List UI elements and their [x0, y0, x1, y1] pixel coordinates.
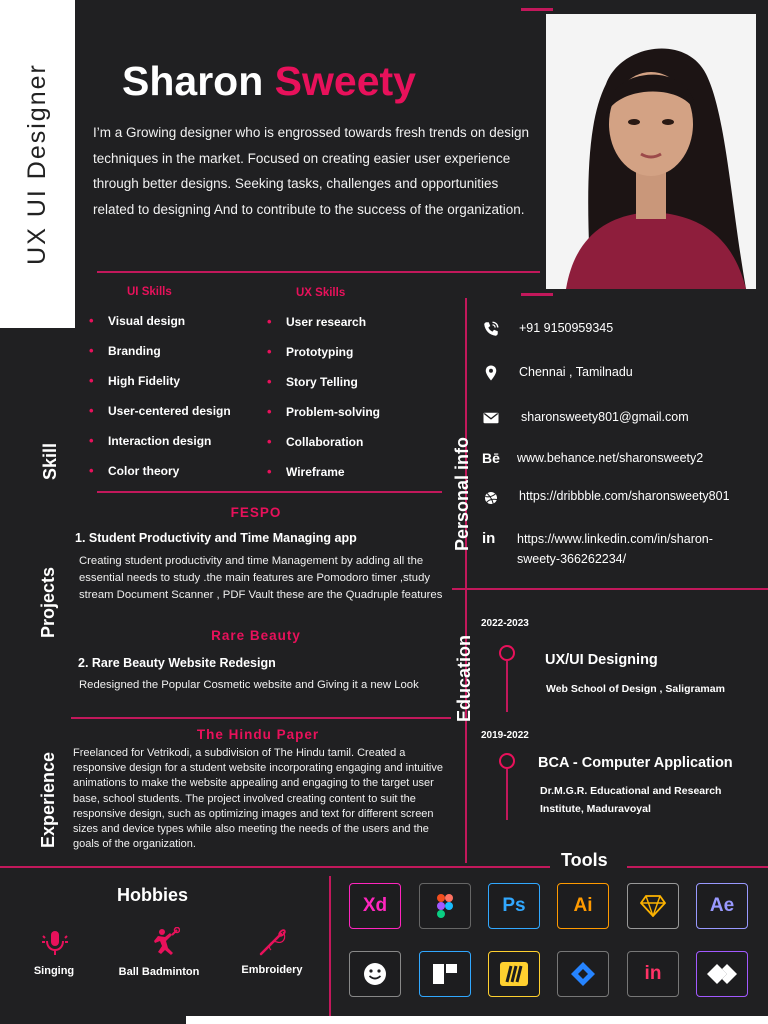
- education-degree: UX/UI Designing: [545, 652, 658, 668]
- miro-icon: [488, 951, 540, 997]
- timeline-dot: [499, 645, 515, 661]
- project-title: 1. Student Productivity and Time Managing app: [75, 531, 357, 545]
- adobe-xd-icon: Xd: [349, 883, 401, 929]
- list-item: • Prototyping: [267, 344, 354, 359]
- education-degree: BCA - Computer Application: [538, 755, 733, 771]
- jira-icon: [557, 951, 609, 997]
- section-label-personal-info: Personal info: [452, 436, 472, 551]
- list-item: • Branding: [89, 343, 161, 358]
- email-text: sharonsweety801@gmail.com: [521, 410, 689, 424]
- hobbies-heading: Hobbies: [117, 885, 189, 905]
- after-effects-icon: Ae: [696, 883, 748, 929]
- phone-number: +91 9150959345: [519, 321, 614, 335]
- divider: [0, 866, 550, 868]
- divider: [452, 588, 768, 590]
- badminton-player-icon: [148, 927, 180, 959]
- education-school: Web School of Design , Saligramam: [546, 683, 725, 695]
- timeline-dot: [499, 753, 515, 769]
- section-label-education: Education: [454, 634, 474, 722]
- divider: [521, 8, 553, 11]
- photoshop-icon: Ps: [488, 883, 540, 929]
- divider: [329, 876, 331, 1016]
- ux-skills-list: [267, 314, 381, 495]
- divider: [465, 298, 467, 863]
- section-label-skill: Skill: [40, 442, 60, 480]
- last-name: Sweety: [274, 58, 416, 104]
- list-item: • Story Telling: [267, 374, 358, 389]
- location-icon: [482, 364, 500, 382]
- smiley-icon: [349, 951, 401, 997]
- list-item: • Wireframe: [267, 464, 345, 479]
- experience-company: The Hindu Paper: [196, 727, 320, 742]
- profile-summary: I’m a Growing designer who is engrossed towards fresh trends on design techniques in the market. Focused on creating easier user experience through better designs. Seeking tasks, challenges and opportunities related to designing And to contribute to the success of the organization.: [93, 125, 529, 217]
- dribbble-link[interactable]: https://dribbble.com/sharonsweety801: [519, 489, 730, 503]
- tools-heading: Tools: [561, 850, 608, 870]
- divider: [71, 717, 451, 719]
- divider: [627, 866, 768, 868]
- dribbble-icon: [482, 489, 500, 507]
- phone-icon: [482, 320, 500, 338]
- ui-skills-heading: UI Skills: [127, 286, 172, 298]
- behance-icon: Bē: [482, 450, 500, 466]
- role-title: UX UI Designer: [23, 63, 51, 265]
- illustrator-icon: Ai: [557, 883, 609, 929]
- project-description: Creating student productivity and time Management by adding all the essential needs to study .the main features are Pomodoro timer ,study stream Document Scanner , PDF Vault these are the Quadruple features: [79, 555, 443, 601]
- person-name: [122, 58, 416, 105]
- ui-skills-list: [89, 313, 231, 494]
- section-label-experience: Experience: [38, 751, 58, 848]
- notion-icon: [419, 951, 471, 997]
- maze-icon: [696, 951, 748, 997]
- list-item: • Collaboration: [267, 434, 364, 449]
- list-item: • Color theory: [89, 463, 180, 478]
- list-item: • High Fidelity: [89, 373, 180, 388]
- education-years: 2022-2023: [481, 618, 529, 629]
- list-item: • Problem-solving: [267, 404, 381, 419]
- role-strip: [0, 0, 75, 328]
- education-school: Dr.M.G.R. Educational and Research Institute, Maduravoyal: [540, 785, 722, 815]
- footer-bar: [186, 1016, 768, 1024]
- project-title: 2. Rare Beauty Website Redesign: [78, 656, 276, 670]
- list-item: • Interaction design: [89, 433, 212, 448]
- project-client: FESPO: [230, 505, 282, 520]
- hobby-label: Ball Badminton: [118, 966, 200, 978]
- ux-skills-heading: UX Skills: [296, 287, 346, 299]
- hobby-label: Singing: [33, 965, 75, 977]
- list-item: • Visual design: [89, 313, 186, 328]
- linkedin-icon: in: [482, 530, 496, 547]
- hobby-label: Embroidery: [241, 964, 303, 976]
- sketch-icon: [627, 883, 679, 929]
- timeline-line: [506, 661, 508, 712]
- list-item: • User-centered design: [89, 403, 231, 418]
- list-item: • User research: [267, 314, 367, 329]
- behance-link[interactable]: www.behance.net/sharonsweety2: [517, 451, 704, 465]
- linkedin-link[interactable]: https://www.linkedin.com/in/sharon- sweety-366262234/: [517, 532, 713, 566]
- experience-description: Freelanced for Vetrikodi, a subdivision of The Hindu tamil. Created a responsive design for a student website incorporating engaging and intuitive animations to make the website appealing and engaging to the target user base, school students. The project involved creating content to suit the responsive design, such as optimizing images and text for different screen sizes and device types while also meeting the needs of the users and the goals of the organization.: [73, 747, 443, 851]
- divider: [521, 293, 553, 296]
- mail-icon: [482, 409, 500, 427]
- section-label-projects: Projects: [38, 566, 58, 638]
- divider: [97, 271, 540, 273]
- microphone-icon: [40, 928, 70, 958]
- timeline-line: [506, 769, 508, 820]
- project-client: Rare Beauty: [211, 628, 301, 643]
- project-description: Redesigned the Popular Cosmetic website and Giving it a new Look: [79, 679, 419, 691]
- profile-photo: [546, 14, 756, 289]
- invision-icon: in: [627, 951, 679, 997]
- location-text: Chennai , Tamilnadu: [519, 365, 633, 379]
- first-name: Sharon: [122, 58, 264, 104]
- figma-icon: [419, 883, 471, 929]
- education-years: 2019-2022: [481, 730, 529, 741]
- needle-icon: [257, 926, 289, 958]
